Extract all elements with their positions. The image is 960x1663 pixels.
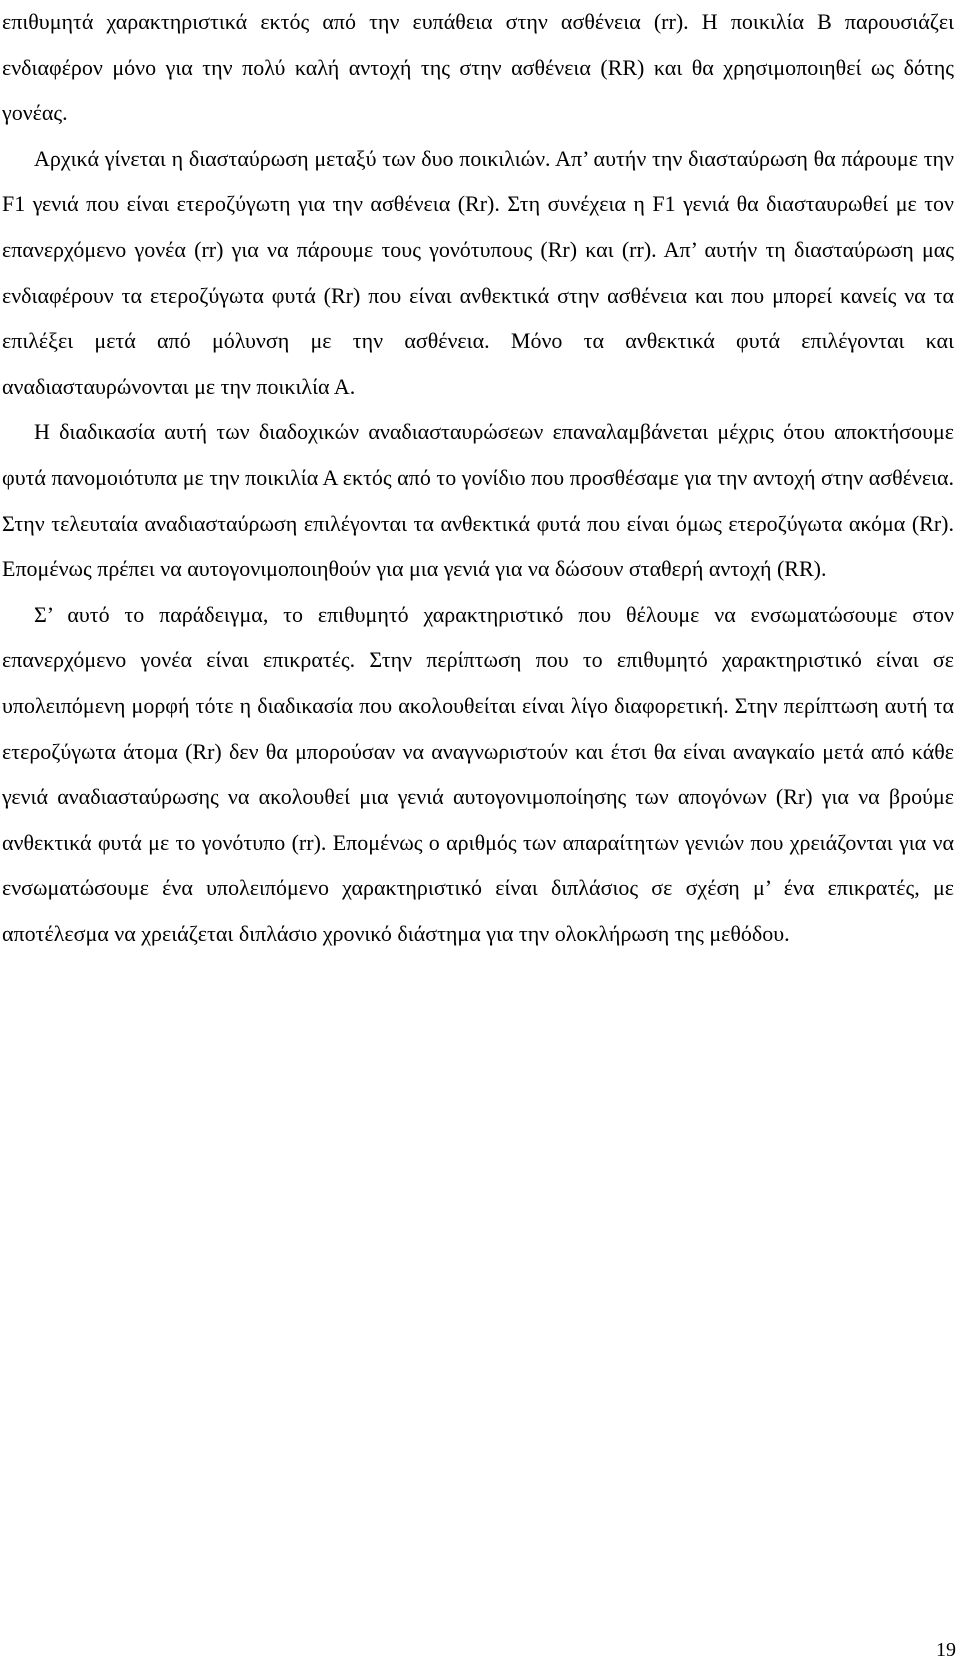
paragraph-recessive-trait: Σ’ αυτό το παράδειγμα, το επιθυμητό χαρακτηριστικό που θέλουμε να ενσωματώσουμε στον επανερχόμενο γονέα είναι επικρατές. Στην περίπτωση που το επιθυμητό χαρακτηριστικό είναι σε υπολειπόμενη μορφή τότε η διαδικασία που ακολουθείται είναι λίγο διαφορετική. Στην περίπτωση αυτή τα ετεροζύγωτα άτομα (Rr) δεν θα μπορούσαν να αναγνωριστούν και έτσι θα είναι αναγκαίο μετά από κάθε γενιά αναδιασταύρωσης να ακολουθεί μια γενιά αυτογονιμοποίησης των απογόνων (Rr) για να βρούμε ανθεκτικά φυτά με το γονότυπο (rr). Επομένως ο αριθμός των απαραίτητων γενιών που χρειάζονται για να ενσωματώσουμε ένα υπολειπόμενο χαρακτηριστικό είναι διπλάσιος σε σχέση μ’ ένα επικρατές, με αποτέλεσμα να χρειάζεται διπλάσιο χρονικό διάστημα για την ολοκλήρωση της μεθόδου. xyxy=(2,601,954,946)
paragraph-continuation: επιθυμητά χαρακτηριστικά εκτός από την ευπάθεια στην ασθένεια (rr). Η ποικιλία Β παρουσιάζει ενδιαφέρον μόνο για την πολύ καλή αντοχή της στην ασθένεια (RR) και θα χρησιμοποιηθεί ως δότης γονέας. xyxy=(2,9,954,126)
page-number: 19 xyxy=(936,1639,956,1661)
paragraph-crossing-procedure: Αρχικά γίνεται η διασταύρωση μεταξύ των δυο ποικιλιών. Απ’ αυτήν την διασταύρωση θα πάρουμε την F1 γενιά που είναι ετεροζύγωτη για την ασθένεια (Rr). Στη συνέχεια η F1 γενιά θα διασταυρωθεί με τον επανερχόμενο γονέα (rr) για να πάρουμε τους γονότυπους (Rr) και (rr). Απ’ αυτήν τη διασταύρωση μας ενδιαφέρουν τα ετεροζύγωτα φυτά (Rr) που είναι ανθεκτικά στην ασθένεια και που μπορεί κανείς να τα επιλέξει μετά από μόλυνση με την ασθένεια. Μόνο τα ανθεκτικά φυτά επιλέγονται και αναδιασταυρώνονται με την ποικιλία Α. xyxy=(2,145,954,399)
body-text xyxy=(2,0,954,956)
paragraph-backcross-repetition: Η διαδικασία αυτή των διαδοχικών αναδιασταυρώσεων επαναλαμβάνεται μέχρις ότου αποκτήσουμε φυτά πανομοιότυπα με την ποικιλία Α εκτός από το γονίδιο που προσθέσαμε για την αντοχή στην ασθένεια. Στην τελευταία αναδιασταύρωση επιλέγονται τα ανθεκτικά φυτά που είναι όμως ετεροζύγωτα ακόμα (Rr). Επομένως πρέπει να αυτογονιμοποιηθούν για μια γενιά για να δώσουν σταθερή αντοχή (RR). xyxy=(2,419,954,582)
